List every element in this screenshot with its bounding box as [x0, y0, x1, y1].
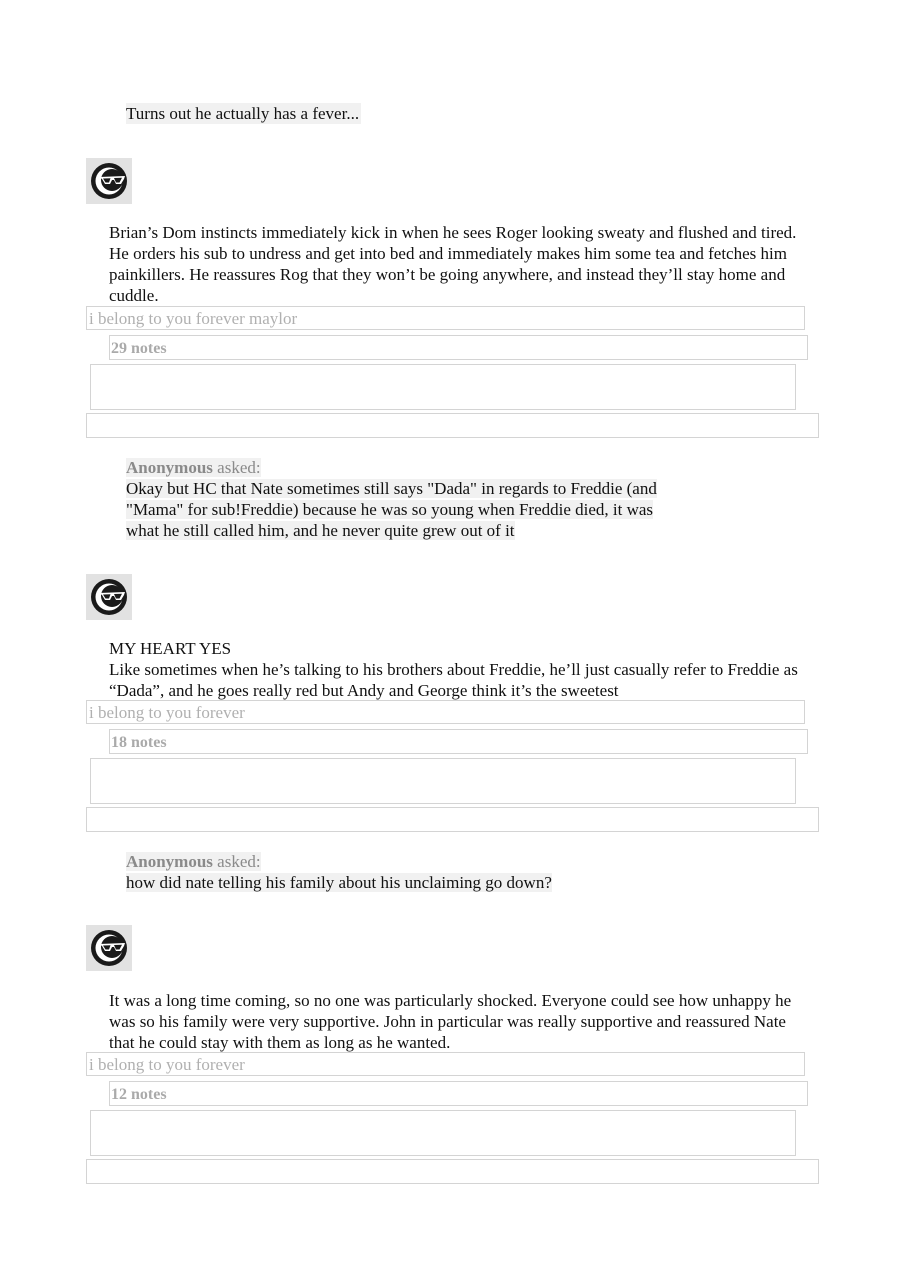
post-tags[interactable]: i belong to you forever	[86, 700, 805, 724]
blog-avatar[interactable]	[86, 925, 132, 971]
post-answer	[109, 222, 809, 306]
asked-label: asked:	[217, 852, 261, 871]
post-tags[interactable]: i belong to you forever maylor	[86, 306, 805, 330]
asked-label: asked:	[217, 458, 261, 477]
answer-paragraph: It was a long time coming, so no one was particularly shocked. Everyone could see how unhappy he was so his family were very supportive. John in particular was really supportive and reassured Nate that he could stay with them as long as he wanted.	[109, 991, 792, 1052]
sunglasses-avatar-icon	[86, 158, 132, 204]
ask-block	[126, 457, 657, 541]
post-footer	[86, 1159, 819, 1184]
post-tags[interactable]: i belong to you forever	[86, 1052, 805, 1076]
sunglasses-avatar-icon	[86, 574, 132, 620]
answer-paragraph: Like sometimes when he’s talking to his brothers about Freddie, he’ll just casually refer to Freddie as “Dada”, and he goes really red but Andy and George think it’s the sweetest	[109, 660, 798, 700]
asker-name[interactable]: Anonymous	[126, 852, 213, 871]
ask-block	[126, 851, 552, 893]
blog-avatar[interactable]	[86, 574, 132, 620]
question-line: "Mama" for sub!Freddie) because he was so young when Freddie died, it was	[126, 500, 654, 519]
question-line: how did nate telling his family about his unclaiming go down?	[126, 873, 552, 892]
answer-paragraph: MY HEART YES	[109, 639, 232, 658]
asker-name[interactable]: Anonymous	[126, 458, 213, 477]
question-line: what he still called him, and he never quite grew out of it	[126, 521, 515, 540]
blog-avatar[interactable]	[86, 158, 132, 204]
asker-line	[126, 852, 261, 871]
reblog-panel	[90, 364, 796, 410]
post-footer	[86, 413, 819, 438]
notes-count[interactable]: 29 notes	[109, 335, 808, 360]
asker-line	[126, 458, 261, 477]
answer-paragraph: Brian’s Dom instincts immediately kick in when he sees Roger looking sweaty and flushed and tired. He orders his sub to undress and get into bed and immediately makes him some tea and fetches him painkillers. He reassures Rog that they won’t be going anywhere, and instead they’ll stay home and cuddle.	[109, 223, 797, 305]
reblog-panel	[90, 758, 796, 804]
sunglasses-avatar-icon	[86, 925, 132, 971]
post-footer	[86, 807, 819, 832]
reblog-panel	[90, 1110, 796, 1156]
notes-count[interactable]: 12 notes	[109, 1081, 808, 1106]
intro-text: Turns out he actually has a fever...	[126, 104, 360, 123]
question-line: Okay but HC that Nate sometimes still says "Dada" in regards to Freddie (and	[126, 479, 657, 498]
post-answer	[109, 638, 809, 701]
post-answer	[109, 990, 809, 1053]
notes-count[interactable]: 18 notes	[109, 729, 808, 754]
